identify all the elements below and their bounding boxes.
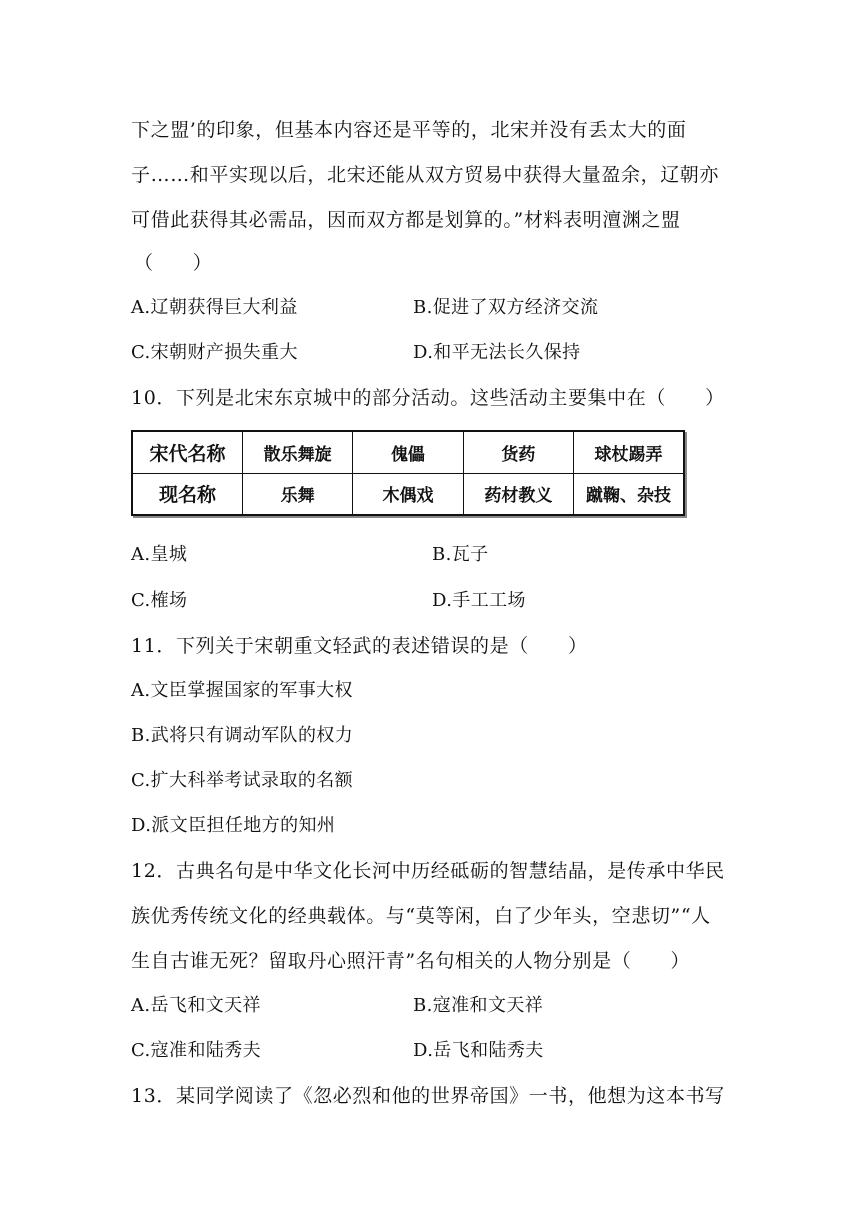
table-row [132,473,684,515]
table-cell: 宋代名称 [132,431,242,473]
q10-activity-table-figure [131,430,687,519]
table-cell: 球杖踢弄 [574,431,684,473]
q9-text-line-1: 下之盟’的印象，但基本内容还是平等的，北宋并没有丢太大的面 [131,119,687,141]
table-cell: 药材教义 [463,473,573,515]
q9-text-line-3: 可借此获得其必需品，因而双方都是划算的。”材料表明澶渊之盟 [131,209,681,231]
q10-stem: 10．下列是北宋东京城中的部分活动。这些活动主要集中在（ ） [131,387,725,409]
q12-option-a[interactable]: A.岳飞和文天祥 [131,995,261,1016]
table-cell: 乐舞 [242,473,352,515]
table-row [132,431,684,473]
q9-option-b[interactable]: B.促进了双方经济交流 [413,297,599,318]
q9-option-a[interactable]: A.辽朝获得巨大利益 [131,297,298,318]
q10-option-d[interactable]: D.手工工场 [432,590,526,611]
q13-text-line-1: 13．某同学阅读了《忽必烈和他的世界帝国》一书，他想为这本书写 [131,1085,725,1107]
table-cell: 蹴鞠、杂技 [574,473,684,515]
q12-option-b[interactable]: B.寇准和文天祥 [413,995,544,1016]
table-cell: 散乐舞旋 [242,431,352,473]
q9-option-c[interactable]: C.宋朝财产损失重大 [131,342,298,363]
table-cell: 傀儡 [353,431,463,473]
q12-option-d[interactable]: D.岳飞和陆秀夫 [413,1040,544,1061]
table-cell: 木偶戏 [353,473,463,515]
q11-option-b[interactable]: B.武将只有调动军队的权力 [131,725,354,746]
q9-option-d[interactable]: D.和平无法长久保持 [413,342,581,363]
q12-option-c[interactable]: C.寇准和陆秀夫 [131,1040,262,1061]
q10-activity-table [131,430,685,516]
q10-option-c[interactable]: C.榷场 [131,590,188,611]
q11-option-d[interactable]: D.派文臣担任地方的知州 [131,815,336,836]
q11-stem: 11．下列关于宋朝重文轻武的表述错误的是（ ） [131,635,588,657]
table-cell: 现名称 [132,473,242,515]
table-cell: 货药 [463,431,573,473]
q11-option-c[interactable]: C.扩大科举考试录取的名额 [131,770,354,791]
q10-option-b[interactable]: B.瓦子 [432,544,489,565]
q9-text-line-2: 子……和平实现以后，北宋还能从双方贸易中获得大量盈余，辽朝亦 [131,164,720,186]
q12-text-line-1: 12．古典名句是中华文化长河中历经砥砺的智慧结晶，是传承中华民 [131,860,725,882]
q12-text-line-2: 族优秀传统文化的经典载体。与“莫等闲，白了少年头，空悲切”“人 [131,905,711,927]
q12-text-line-3: 生自古谁无死？留取丹心照汗青”名句相关的人物分别是（ ） [131,950,691,972]
q11-option-a[interactable]: A.文臣掌握国家的军事大权 [131,680,353,701]
q10-option-a[interactable]: A.皇城 [131,544,188,565]
q9-answer-blank: （ ） [134,252,213,274]
